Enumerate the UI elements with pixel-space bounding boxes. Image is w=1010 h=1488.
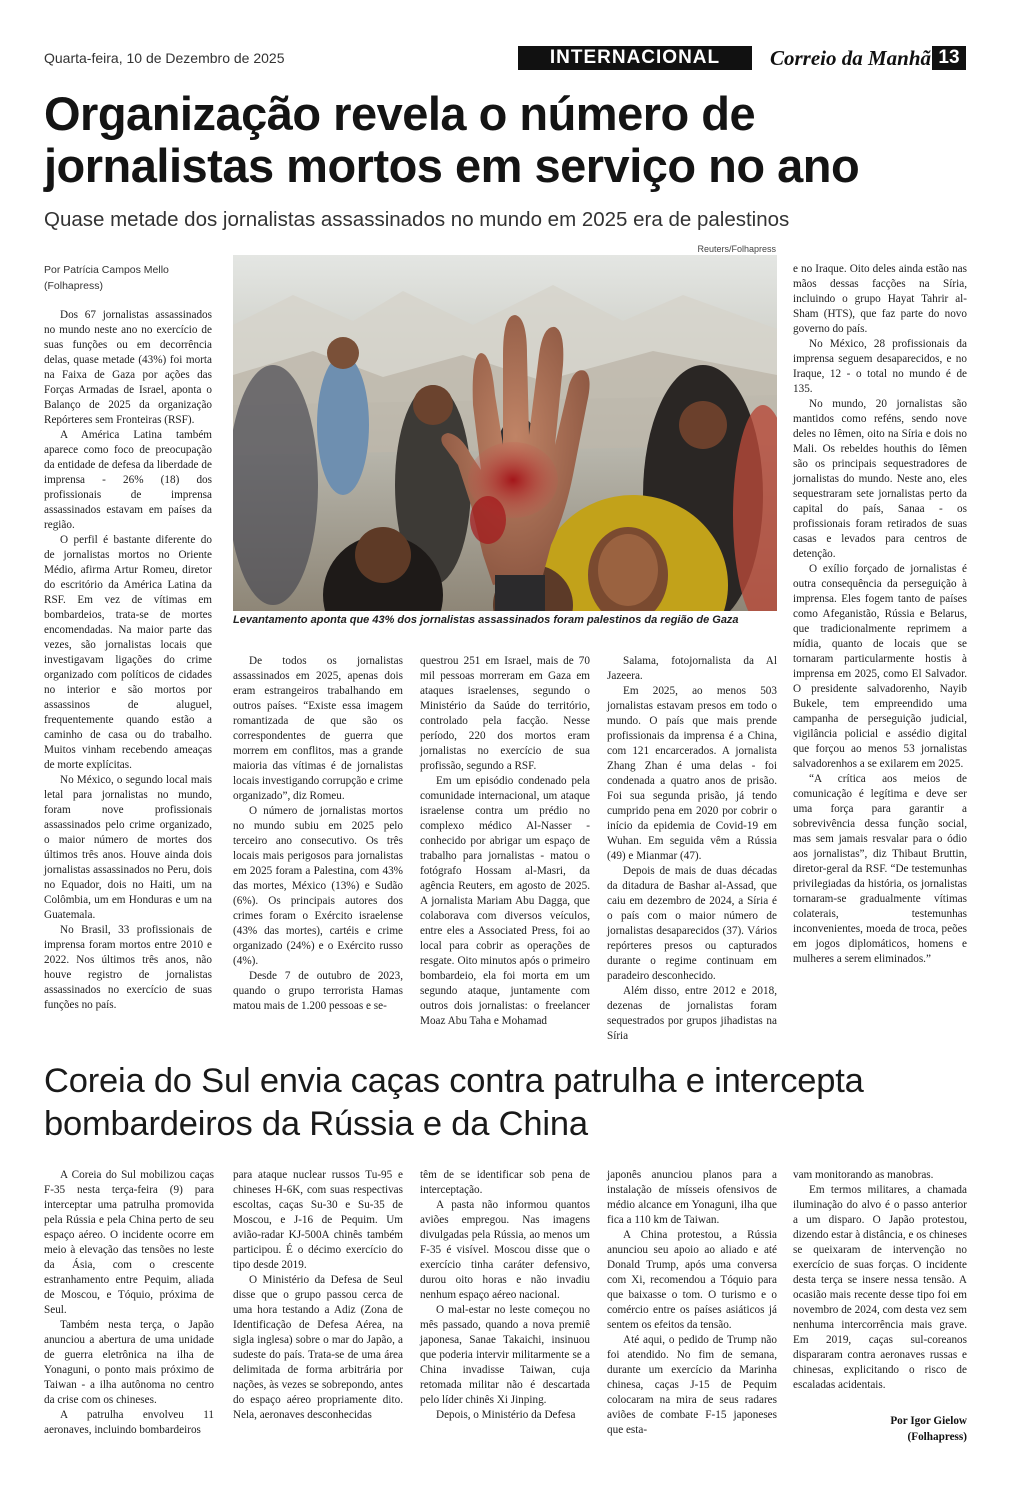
article-paragraph: vam monitorando as manobras. bbox=[793, 1169, 934, 1181]
article-paragraph: Depois de mais de duas décadas da ditadura de Bashar al-Assad, que caiu em dezembro de 2024, a Síria é o país com o maior número de jornalistas desaparecidos (37). Vários repórteres presos ou capturados durante o regime continuam em paradeiro desconhecido. bbox=[607, 865, 777, 982]
article-paragraph: A Coreia do Sul mobilizou caças F-35 nesta terça-feira (9) para interceptar uma patrulha promovida pela Rússia e pela China perto de seu espaço aéreo. O incidente ocorre em meio à elevação das tensões no leste da Ásia, com o crescente estranhamento entre Pequim, aliada de Moscou, e Tóquio, próxima de Seul. bbox=[44, 1169, 214, 1316]
byline-agency: (Folhapress) bbox=[907, 1431, 967, 1443]
article-paragraph: A América Latina também aparece como foco de preocupação da entidade de defesa da liberdade de imprensa - 26% (18) dos profissionais de imprensa assassinados estavam em países da região. bbox=[44, 429, 212, 531]
article-column bbox=[607, 1168, 777, 1438]
article-paragraph: O perfil é bastante diferente do de jornalistas mortos no Oriente Médio, afirma Artur Romeu, diretor do escritório da América Latina da RSF. Em vez de vítimas em bombardeios, trata-se de mortes encomendadas. Na maior parte das vezes, são jornalistas locais que investigavam ligações do crime organizado com políticos de cidades no interior e são mortos por assassinos de aluguel, frequentemente quando estão a caminho de casa ou do trabalho. Muitos vinham recebendo ameaças de morte explícitas. bbox=[44, 534, 212, 771]
article-paragraph: Em 2025, ao menos 503 jornalistas estavam presos em todo o mundo. O país que mais prende profissionais da imprensa é a China, com 121 encarcerados. A jornalista Zhang Zhan é uma delas - foi condenada a quatro anos de prisão. Foi sua segunda prisão, já tendo cumprido pena em 2020 por cobrir o início da epidemia de Covid-19 em Wuhan. Em seguida vêm a Rússia (49) e Mianmar (47). bbox=[607, 685, 777, 862]
article-column bbox=[233, 654, 403, 1014]
section-label: INTERNACIONAL bbox=[518, 46, 752, 70]
article-paragraph: japonês anunciou planos para a instalação de mísseis ofensivos de médio alcance em Yonaguni, ilha que fica a 110 km de Taiwan. bbox=[607, 1169, 777, 1226]
page-number: 13 bbox=[932, 46, 966, 70]
article-paragraph: O número de jornalistas mortos no mundo subiu em 2025 pelo terceiro ano consecutivo. Os três locais mais perigosos para jornalistas em 2025 foram a Palestina, com 43% das mortes, México (13%) e Sudão (6%). Os principais autores dos crimes foram o Exército israelense (43% das mortes), cartéis e crime organizado (24%) e o Exército russo (4%). bbox=[233, 805, 403, 967]
article-paragraph: questrou 251 em Israel, mais de 70 mil pessoas morreram em Gaza em ataques israelenses, segundo o Ministério da Saúde do território, controlado pela facção. Nesse período, 220 dos mortos eram jornalistas no exercício de sua profissão, segundo a RSF. bbox=[420, 655, 590, 772]
article-column bbox=[607, 654, 777, 1044]
article-paragraph: No México, o segundo local mais letal para jornalistas no mundo, foram nove profissionais assassinados pelo crime organizado, o maior número de mortes dos últimos três anos. Houve ainda dois jornalistas assassinados no Peru, dois no Equador, dois no Haiti, um na Colômbia, um em Honduras e um na Guatemala. bbox=[44, 774, 212, 921]
article-paragraph: Dos 67 jornalistas assassinados no mundo neste ano no exercício de suas funções ou em decorrência delas, quase metade (43%) foi morta na Faixa de Gaza por ações das Forças Armadas de Israel, aponta o Balanço de 2025 da organização Repórteres sem Fronteiras (RSF). bbox=[44, 309, 212, 426]
byline-author: Por Igor Gielow bbox=[890, 1415, 967, 1427]
article-paragraph: e no Iraque. Oito deles ainda estão nas mãos dessas facções na Síria, incluindo o grupo Hayat Tahrir al-Sham (HTS), que faz parte do novo governo do país. bbox=[793, 263, 967, 335]
article-subheadline: Quase metade dos jornalistas assassinados no mundo em 2025 era de palestinos bbox=[44, 208, 790, 231]
photo-caption: Levantamento aponta que 43% dos jornalistas assassinados foram palestinos da região de Gaza bbox=[233, 614, 739, 626]
article-paragraph: No Brasil, 33 profissionais de imprensa foram mortos entre 2010 e 2022. Nos últimos três anos, não houve registro de jornalistas assassinados no exercício de suas funções no país. bbox=[44, 924, 212, 1011]
page-header bbox=[44, 46, 966, 70]
byline-author: Por Patrícia Campos Mello bbox=[44, 264, 169, 276]
article-column bbox=[793, 1168, 967, 1393]
article-paragraph: Em termos militares, a chamada iluminação do alvo é o passo anterior a um disparo. O Japão protestou, dizendo estar à distância, e os chineses se queixaram de intervenção no exercício de suas forças. O incidente desta terça se insere nessa tensão. A ocasião mais recente desse tipo foi em novembro de 2024, com desta vez sem nenhuma intercorrência mais grave. Em 2019, caças sul-coreanos dispararam contra aeronaves russas e chinesas, explicitando o risco de escaladas acidentais. bbox=[793, 1184, 967, 1391]
article-paragraph: No México, 28 profissionais da imprensa seguem desaparecidos, e no Iraque, 12 - o total no mundo é de 135. bbox=[793, 338, 967, 395]
article-column bbox=[233, 1168, 403, 1423]
article-paragraph: Em um episódio condenado pela comunidade internacional, um ataque israelense contra um prédio no complexo médico Al-Nasser - conhecido por abrigar um espaço de trabalho para jornalistas - matou o fotógrafo Hossam al-Masri, da agência Reuters, em agosto de 2025. A jornalista Mariam Abu Dagga, que colaborava com diversos veículos, entre eles a Associated Press, foi ao local para cobrir as operações de resgate. Oito minutos após o primeiro bombardeio, ela foi morta em um segundo ataque, juntamente com outros dois jornalistas: o freelancer Moaz Abu Taha e Mohamad bbox=[420, 775, 590, 1027]
photo-credit: Reuters/Folhapress bbox=[697, 244, 776, 254]
article-paragraph: De todos os jornalistas assassinados em 2025, apenas dois eram estrangeiros trabalhando em outros países. “Existe essa imagem romantizada de que são os correspondentes de guerra que morrem em conflitos, mas a grande maioria das vítimas é de jornalistas locais investigando corrupção e crime organizado”, diz Romeu. bbox=[233, 655, 403, 802]
article-paragraph: Salama, fotojornalista da Al Jazeera. bbox=[607, 655, 777, 682]
article-byline bbox=[44, 262, 169, 294]
issue-date: Quarta-feira, 10 de Dezembro de 2025 bbox=[44, 50, 285, 66]
article-paragraph: Desde 7 de outubro de 2023, quando o grupo terrorista Hamas matou mais de 1.200 pessoas e se- bbox=[233, 970, 403, 1012]
article-photo bbox=[233, 255, 777, 611]
article-paragraph: têm de se identificar sob pena de interceptação. bbox=[420, 1169, 590, 1196]
article-column bbox=[420, 1168, 590, 1423]
article-byline bbox=[793, 1413, 967, 1445]
article-paragraph: Depois, o Ministério da Defesa bbox=[436, 1409, 576, 1421]
article-column bbox=[420, 654, 590, 1029]
article-column bbox=[44, 308, 212, 1013]
article-paragraph: No mundo, 20 jornalistas são mantidos como reféns, sendo nove deles no Iêmen, oito na Síria e dois no Mali. Os rebeldes houthis do Iêmen são os principais sequestradores de jornalistas do mundo. Neste ano, eles sequestraram sete jornalistas perto da capital do país, Sanaa - os profissionais foram retirados de suas casas e levados para centros de detenção. bbox=[793, 398, 967, 560]
article-paragraph: O Ministério da Defesa de Seul disse que o grupo passou cerca de uma hora testando a Adiz (Zona de Identificação de Defesa Aérea, na sigla inglesa) sobre o mar do Japão, a sudeste do país. Trata-se de uma área delimitada de forma arbitrária por nações, às vezes se sobrepondo, antes do espaço aéreo propriamente dito. Nela, aeronaves desconhecidas bbox=[233, 1274, 403, 1421]
article-paragraph: A China protestou, a Rússia anunciou seu apoio ao aliado e até Donald Trump, após uma conversa com Xi, recomendou a Tóquio para que baixasse o tom. O turismo e o comércio entre os países asiáticos já sentem os efeitos da tensão. bbox=[607, 1229, 777, 1331]
article-paragraph: Além disso, entre 2012 e 2018, dezenas de jornalistas foram sequestrados por grupos jihadistas na Síria bbox=[607, 985, 777, 1042]
article-paragraph: O exílio forçado de jornalistas é outra consequência da perseguição à imprensa. Eles fogem tanto de países como Afeganistão, Rússia e Belarus, que tradicionalmente reprimem a mídia, quanto de locais que se tornaram particularmente hostis à imprensa em 2025, como El Salvador. O presidente salvadorenho, Nayib Bukele, tem empreendido uma campanha de perseguição judicial, vigilância policial e assédio digital que forçou ao menos 53 jornalistas salvadorenhos a se exilarem em 2025. bbox=[793, 563, 967, 770]
article-headline: Coreia do Sul envia caças contra patrulha e intercepta bombardeiros da Rússia e da China bbox=[44, 1062, 864, 1143]
article-paragraph: para ataque nuclear russos Tu-95 e chineses H-6K, com suas respectivas escoltas, caças Su-30 e Su-35 de Moscou, e J-16 de Pequim. Um avião-radar KJ-500A chinês também participou. É o décimo exercício do tipo desde 2019. bbox=[233, 1169, 403, 1271]
article-paragraph: “A crítica aos meios de comunicação é legítima e deve ser uma força para garantir a sobrevivência dessa função social, mas sem jamais resvalar para o ódio aos jornalistas”, diz Thibaut Bruttin, diretor-geral da RSF. “De testemunhas privilegiadas da história, os jornalistas tornaram-se gradualmente vítimas colaterais, testemunhas inconvenientes, moeda de troca, peões em jogos diplomáticos, homens e mulheres a serem eliminados.” bbox=[793, 773, 967, 965]
article-headline: Organização revela o número de jornalistas mortos em serviço no ano bbox=[44, 87, 860, 192]
article-column bbox=[44, 1168, 214, 1438]
article-paragraph: A patrulha envolveu 11 aeronaves, incluindo bombardeiros bbox=[44, 1409, 214, 1436]
article-paragraph: O mal-estar no leste começou no mês passado, quando a nova premiê japonesa, Sanae Takaichi, insinuou que poderia intervir militarmente se a China invadisse Taiwan, cuja retomada militar não é descartada pelo líder chinês Xi Jinping. bbox=[420, 1304, 590, 1406]
newspaper-logo: Correio da Manhã bbox=[770, 46, 932, 70]
article-paragraph: A pasta não informou quantos aviões empregou. Nas imagens divulgadas pela Rússia, ao menos um F-35 é visível. Moscou disse que o exercício tinha caráter defensivo, durou oito horas e não invadiu nenhum espaço aéreo nacional. bbox=[420, 1199, 590, 1301]
article-column bbox=[793, 262, 967, 967]
article-paragraph: Também nesta terça, o Japão anunciou a abertura de uma unidade de guerra eletrônica na ilha de Yonaguni, o ponto mais próximo de Taiwan - a ilha autônoma no centro da crise com os chineses. bbox=[44, 1319, 214, 1406]
byline-agency: (Folhapress) bbox=[44, 280, 103, 292]
article-paragraph: Até aqui, o pedido de Trump não foi atendido. No fim de semana, durante um exercício da Marinha chinesa, caças J-15 de Pequim colocaram na mira de seus radares aviões de combate F-15 japoneses que esta- bbox=[607, 1334, 777, 1436]
